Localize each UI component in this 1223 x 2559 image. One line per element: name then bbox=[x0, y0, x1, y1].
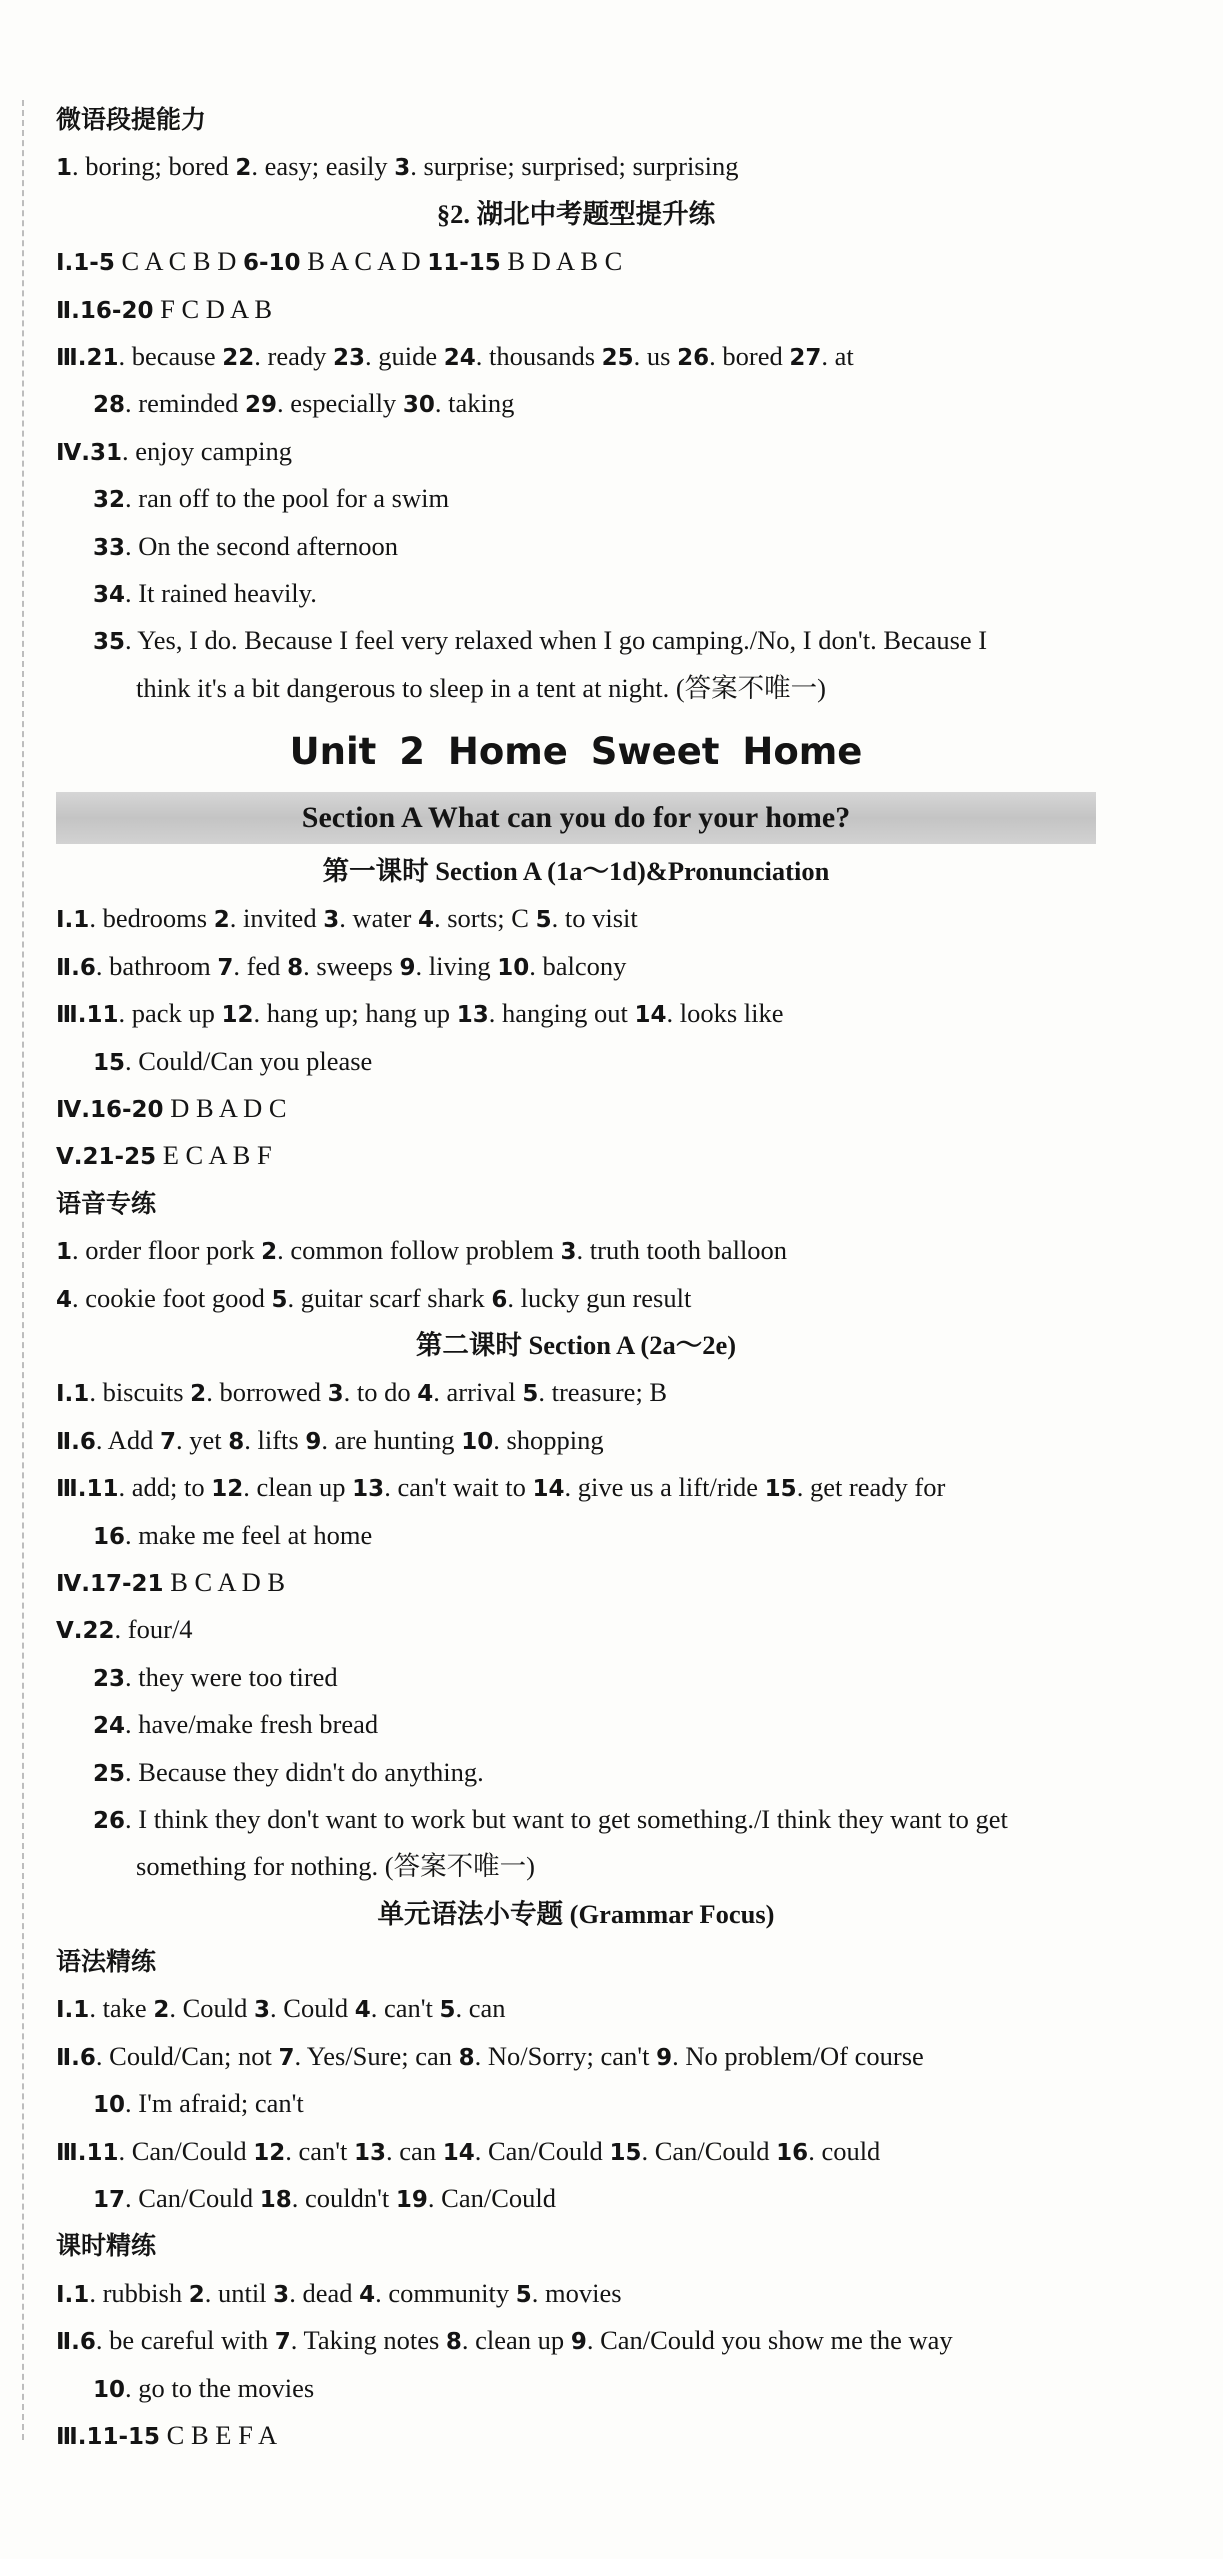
answer-text: . order floor pork bbox=[72, 1235, 262, 1266]
answer-text: . lifts bbox=[244, 1424, 306, 1455]
answer-text: . Yes, I do. Because I feel very relaxed when I go camping./No, I don't. Because I bbox=[125, 625, 988, 656]
item-number: 25 bbox=[93, 1760, 126, 1787]
answer-text: . can't wait to bbox=[384, 1472, 533, 1503]
item-number: 15 bbox=[764, 1476, 797, 1503]
item-number: 13 bbox=[352, 1476, 385, 1503]
answer-text: . Can/Could bbox=[641, 2135, 777, 2166]
item-number: 10 bbox=[497, 954, 530, 981]
item-number: Ⅱ.6 bbox=[56, 1428, 96, 1455]
margin-rule bbox=[22, 100, 24, 2440]
answer-line: something for nothing. (答案不唯一) bbox=[136, 1851, 535, 1882]
item-number: 9 bbox=[570, 2329, 587, 2356]
item-number: 14 bbox=[634, 1002, 667, 1029]
item-number: 6-10 bbox=[243, 250, 301, 277]
item-number: Ⅱ.6 bbox=[56, 2329, 96, 2356]
answer-text: . clean up bbox=[243, 1472, 353, 1503]
answer-text: . On the second afternoon bbox=[125, 530, 399, 561]
item-number: 7 bbox=[217, 954, 234, 981]
answer-text: . to do bbox=[343, 1377, 418, 1408]
answer-text: . bedrooms bbox=[89, 903, 214, 934]
answer-text: . treasure; B bbox=[538, 1377, 668, 1408]
item-number: 16 bbox=[93, 1523, 126, 1550]
unit-title: Unit 2 Home Sweet Home bbox=[289, 730, 863, 774]
answer-text: B A C A D bbox=[300, 246, 428, 277]
item-number: Ⅴ.22 bbox=[56, 1618, 115, 1645]
item-number: 4 bbox=[354, 1997, 371, 2024]
answer-line bbox=[56, 1749, 1096, 1796]
item-number: Ⅱ.6 bbox=[56, 2044, 96, 2071]
answer-text: . reminded bbox=[125, 388, 245, 419]
item-number: Ⅲ.11-15 bbox=[56, 2423, 161, 2450]
answer-line bbox=[56, 943, 1096, 990]
item-number: 2 bbox=[153, 1997, 170, 2024]
subheading: 语法精练 bbox=[56, 1947, 157, 1977]
item-number: 8 bbox=[445, 2329, 462, 2356]
answer-text: . looks like bbox=[666, 998, 784, 1029]
answer-line bbox=[56, 2317, 1096, 2364]
item-number: 10 bbox=[93, 2376, 126, 2403]
answer-text: F C D A B bbox=[153, 293, 273, 324]
answer-line bbox=[56, 238, 1096, 285]
answer-text: . have/make fresh bread bbox=[125, 1709, 379, 1740]
answer-text: . couldn't bbox=[291, 2183, 396, 2214]
answer-line bbox=[56, 1227, 1096, 1274]
item-number: 2 bbox=[261, 1239, 278, 1266]
answer-line bbox=[56, 2270, 1096, 2317]
answer-line bbox=[56, 2080, 1096, 2127]
answer-text: . us bbox=[633, 340, 678, 371]
item-number: 7 bbox=[278, 2044, 295, 2071]
item-number: 17 bbox=[93, 2187, 126, 2214]
item-number: 2 bbox=[213, 907, 230, 934]
answer-line bbox=[56, 1985, 1096, 2032]
answer-text: . add; to bbox=[118, 1472, 212, 1503]
item-number: Ⅳ.31 bbox=[56, 439, 123, 466]
answer-line bbox=[56, 2365, 1096, 2412]
answer-text: . Can/Could bbox=[427, 2183, 556, 2214]
item-number: Ⅲ.11 bbox=[56, 1002, 119, 1029]
answer-text: . four/4 bbox=[114, 1614, 193, 1645]
answer-text: . invited bbox=[229, 903, 324, 934]
subheading: 课时精练 bbox=[56, 2231, 157, 2261]
item-number: 5 bbox=[535, 907, 552, 934]
item-number: 3 bbox=[273, 2281, 290, 2308]
answer-text: . can bbox=[386, 2135, 443, 2166]
item-number: 35 bbox=[93, 629, 126, 656]
answer-line bbox=[56, 1701, 1096, 1748]
answer-line bbox=[56, 1038, 1096, 1085]
answer-line bbox=[56, 2033, 1096, 2080]
item-number: 4 bbox=[417, 907, 434, 934]
item-number: Ⅳ.17-21 bbox=[56, 1570, 164, 1597]
answer-line bbox=[56, 2175, 1096, 2222]
item-number: 5 bbox=[271, 1286, 288, 1313]
answer-text: . arrival bbox=[433, 1377, 523, 1408]
answer-text: . truth tooth balloon bbox=[576, 1235, 788, 1266]
answer-text: . ran off to the pool for a swim bbox=[125, 483, 450, 514]
answer-text: . to visit bbox=[551, 903, 638, 934]
item-number: 7 bbox=[274, 2329, 291, 2356]
item-number: 3 bbox=[327, 1381, 344, 1408]
answer-text: . lucky gun result bbox=[507, 1282, 692, 1313]
lesson-title: 第二课时 Section A (2a～2e) bbox=[415, 1329, 737, 1360]
answer-line bbox=[56, 428, 1096, 475]
answer-text: . Yes/Sure; can bbox=[294, 2040, 459, 2071]
item-number: Ⅳ.16-20 bbox=[56, 1097, 164, 1124]
answer-text: . bored bbox=[709, 340, 790, 371]
answer-line bbox=[56, 617, 1096, 664]
answer-line bbox=[56, 895, 1096, 942]
answer-text: . go to the movies bbox=[125, 2372, 315, 2403]
answer-text: . Could bbox=[270, 1993, 355, 2024]
item-number: 32 bbox=[93, 487, 126, 514]
answer-text: E C A B F bbox=[156, 1140, 272, 1171]
subheading: 语音专练 bbox=[56, 1188, 157, 1218]
item-number: 10 bbox=[461, 1428, 494, 1455]
answer-text: . dead bbox=[289, 2277, 360, 2308]
answer-text: . Could/Can you please bbox=[125, 1045, 373, 1076]
answer-text: . No problem/Of course bbox=[672, 2040, 924, 2071]
answer-text: . Because they didn't do anything. bbox=[125, 1756, 484, 1787]
answer-text: . can't bbox=[285, 2135, 355, 2166]
answer-line bbox=[56, 143, 1096, 190]
answer-line bbox=[56, 1085, 1096, 1132]
item-number: 15 bbox=[609, 2139, 642, 2166]
item-number: 4 bbox=[417, 1381, 434, 1408]
item-number: Ⅲ.11 bbox=[56, 1476, 119, 1503]
item-number: 30 bbox=[402, 392, 435, 419]
answer-text: . surprise; surprised; surprising bbox=[410, 151, 739, 182]
answer-text: . yet bbox=[175, 1424, 229, 1455]
item-number: 13 bbox=[354, 2139, 387, 2166]
item-number: 4 bbox=[56, 1286, 73, 1313]
answer-line bbox=[56, 1417, 1096, 1464]
answer-text: . get ready for bbox=[796, 1472, 946, 1503]
answer-line bbox=[56, 380, 1096, 427]
answer-text: . clean up bbox=[461, 2325, 571, 2356]
answer-text: B D A B C bbox=[500, 246, 623, 277]
item-number: 4 bbox=[359, 2281, 376, 2308]
item-number: 12 bbox=[253, 2139, 286, 2166]
item-number: 3 bbox=[254, 1997, 271, 2024]
item-number: 9 bbox=[656, 2044, 673, 2071]
item-number: 2 bbox=[188, 2281, 205, 2308]
item-number: Ⅱ.6 bbox=[56, 954, 96, 981]
item-number: 24 bbox=[93, 1713, 126, 1740]
answer-text: . Add bbox=[95, 1424, 160, 1455]
answer-text: . rubbish bbox=[89, 2277, 189, 2308]
item-number: 8 bbox=[287, 954, 304, 981]
answer-line bbox=[56, 1606, 1096, 1653]
answer-text: . I think they don't want to work but want to get something./I think they want to get bbox=[125, 1803, 1008, 1834]
answer-text: . cookie foot good bbox=[72, 1282, 272, 1313]
answer-text: . because bbox=[118, 340, 223, 371]
item-number: Ⅱ.16-20 bbox=[56, 297, 154, 324]
answer-text: D B A D C bbox=[163, 1093, 287, 1124]
answer-text: . take bbox=[89, 1993, 154, 2024]
answer-text: . movies bbox=[531, 2277, 622, 2308]
item-number: Ⅰ.1 bbox=[56, 1997, 90, 2024]
answer-text: . No/Sorry; can't bbox=[474, 2040, 657, 2071]
item-number: 5 bbox=[515, 2281, 532, 2308]
item-number: 16 bbox=[776, 2139, 809, 2166]
answer-line: think it's a bit dangerous to sleep in a tent at night. (答案不唯一) bbox=[136, 672, 826, 703]
answer-text: C B E F A bbox=[160, 2419, 278, 2450]
answer-text: . hang up; hang up bbox=[253, 998, 457, 1029]
item-number: 13 bbox=[456, 1002, 489, 1029]
item-number: 23 bbox=[93, 1665, 126, 1692]
item-number: 5 bbox=[439, 1997, 456, 2024]
answer-line bbox=[56, 1512, 1096, 1559]
answer-line bbox=[56, 1275, 1096, 1322]
answer-text: . community bbox=[375, 2277, 516, 2308]
section-header: Section A What can you do for your home? bbox=[56, 792, 1096, 844]
answer-text: . Can/Could you show me the way bbox=[586, 2325, 953, 2356]
item-number: 29 bbox=[244, 392, 277, 419]
answer-text: . Can/Could bbox=[474, 2135, 610, 2166]
answer-line bbox=[56, 1654, 1096, 1701]
item-number: 12 bbox=[211, 1476, 244, 1503]
answer-line bbox=[56, 1132, 1096, 1179]
answer-text: B C A D B bbox=[163, 1566, 286, 1597]
answer-text: . guide bbox=[365, 340, 444, 371]
item-number: 6 bbox=[491, 1286, 508, 1313]
item-number: 14 bbox=[532, 1476, 565, 1503]
item-number: Ⅰ.1 bbox=[56, 2281, 90, 2308]
answer-line bbox=[56, 523, 1096, 570]
item-number: 3 bbox=[560, 1239, 577, 1266]
answer-text: . boring; bored bbox=[72, 151, 236, 182]
answer-line bbox=[56, 2412, 1096, 2459]
item-number: 27 bbox=[789, 344, 822, 371]
answer-text: . be careful with bbox=[95, 2325, 275, 2356]
item-number: 28 bbox=[93, 392, 126, 419]
item-number: 33 bbox=[93, 534, 126, 561]
answer-text: . sorts; C bbox=[433, 903, 536, 934]
answer-text: . make me feel at home bbox=[125, 1519, 373, 1550]
answer-text: . especially bbox=[276, 388, 403, 419]
answer-text: . enjoy camping bbox=[122, 435, 293, 466]
item-number: Ⅰ.1-5 bbox=[56, 250, 115, 277]
item-number: Ⅰ.1 bbox=[56, 1381, 90, 1408]
item-number: 8 bbox=[458, 2044, 475, 2071]
answer-text: . can bbox=[455, 1993, 506, 2024]
answer-page bbox=[56, 96, 1096, 2459]
answer-line bbox=[56, 286, 1096, 333]
item-number: 1 bbox=[56, 1239, 73, 1266]
item-number: Ⅲ.11 bbox=[56, 2139, 119, 2166]
answer-text: . balcony bbox=[529, 950, 627, 981]
item-number: 2 bbox=[235, 155, 252, 182]
item-number: 24 bbox=[443, 344, 476, 371]
item-number: Ⅲ.21 bbox=[56, 344, 119, 371]
item-number: 18 bbox=[259, 2187, 292, 2214]
answer-line bbox=[56, 1369, 1096, 1416]
item-number: 7 bbox=[159, 1428, 176, 1455]
lesson-title: 单元语法小专题 (Grammar Focus) bbox=[377, 1898, 775, 1929]
answer-line bbox=[56, 475, 1096, 522]
item-number: 26 bbox=[677, 344, 710, 371]
answer-text: . guitar scarf shark bbox=[287, 1282, 492, 1313]
item-number: 26 bbox=[93, 1807, 126, 1834]
item-number: Ⅰ.1 bbox=[56, 907, 90, 934]
item-number: 19 bbox=[395, 2187, 428, 2214]
lesson-title: 第一课时 Section A (1a～1d)&Pronunciation bbox=[322, 856, 830, 887]
item-number: 12 bbox=[221, 1002, 254, 1029]
answer-text: . water bbox=[339, 903, 418, 934]
answer-text: . are hunting bbox=[321, 1424, 462, 1455]
item-number: 2 bbox=[190, 1381, 207, 1408]
answer-text: C A C B D bbox=[114, 246, 243, 277]
answer-text: . give us a lift/ride bbox=[564, 1472, 765, 1503]
answer-text: . living bbox=[415, 950, 498, 981]
item-number: 15 bbox=[93, 1049, 126, 1076]
answer-text: . hanging out bbox=[488, 998, 635, 1029]
answer-text: . Can/Could bbox=[118, 2135, 254, 2166]
item-number: 9 bbox=[305, 1428, 322, 1455]
answer-line bbox=[56, 1464, 1096, 1511]
answer-line bbox=[56, 1559, 1096, 1606]
lesson-title: §2. 湖北中考题型提升练 bbox=[436, 198, 716, 229]
answer-text: . It rained heavily. bbox=[125, 577, 317, 608]
answer-text: . Could/Can; not bbox=[95, 2040, 279, 2071]
answer-line bbox=[56, 990, 1096, 1037]
item-number: 25 bbox=[601, 344, 634, 371]
answer-text: . Could bbox=[169, 1993, 255, 2024]
answer-text: . biscuits bbox=[89, 1377, 191, 1408]
item-number: 14 bbox=[442, 2139, 475, 2166]
answer-text: . common follow problem bbox=[277, 1235, 561, 1266]
subheading: 微语段提能力 bbox=[56, 105, 207, 134]
answer-line bbox=[56, 333, 1096, 380]
item-number: Ⅴ.21-25 bbox=[56, 1144, 157, 1171]
answer-text: . Taking notes bbox=[290, 2325, 446, 2356]
item-number: 1 bbox=[56, 155, 73, 182]
answer-line bbox=[56, 2128, 1096, 2175]
item-number: 3 bbox=[323, 907, 340, 934]
answer-text: . ready bbox=[254, 340, 333, 371]
item-number: 8 bbox=[228, 1428, 245, 1455]
answer-text: . fed bbox=[233, 950, 288, 981]
item-number: 3 bbox=[394, 155, 411, 182]
answer-text: . they were too tired bbox=[125, 1661, 338, 1692]
answer-text: . bathroom bbox=[95, 950, 218, 981]
item-number: 10 bbox=[93, 2092, 126, 2119]
answer-text: . could bbox=[808, 2135, 881, 2166]
item-number: 23 bbox=[333, 344, 366, 371]
item-number: 11-15 bbox=[427, 250, 501, 277]
answer-line bbox=[56, 570, 1096, 617]
answer-text: . shopping bbox=[493, 1424, 604, 1455]
item-number: 34 bbox=[93, 581, 126, 608]
answer-text: . at bbox=[821, 340, 854, 371]
answer-text: . can't bbox=[370, 1993, 440, 2024]
answer-text: . thousands bbox=[475, 340, 602, 371]
answer-text: . until bbox=[204, 2277, 274, 2308]
item-number: 22 bbox=[222, 344, 255, 371]
answer-text: . pack up bbox=[118, 998, 222, 1029]
answer-text: . Can/Could bbox=[125, 2183, 260, 2214]
answer-text: . easy; easily bbox=[251, 151, 395, 182]
answer-text: . sweeps bbox=[303, 950, 400, 981]
item-number: 5 bbox=[522, 1381, 539, 1408]
item-number: 9 bbox=[399, 954, 416, 981]
answer-line bbox=[56, 1796, 1096, 1843]
answer-text: . borrowed bbox=[206, 1377, 328, 1408]
answer-text: . taking bbox=[434, 388, 515, 419]
answer-text: . I'm afraid; can't bbox=[125, 2088, 304, 2119]
